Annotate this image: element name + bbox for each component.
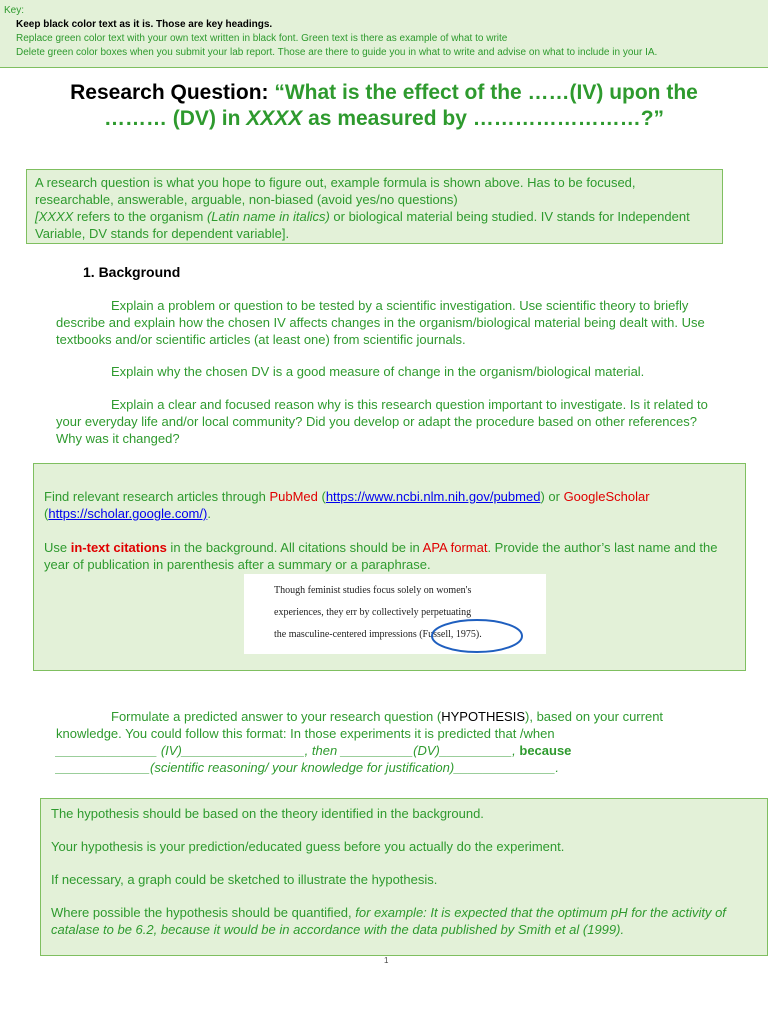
pubmed-label: PubMed	[269, 489, 318, 504]
rq-prefix: Research Question:	[70, 81, 275, 104]
citation-example-image: Though feminist studies focus solely on women's experiences, they err by collectively perpetuating the masculine-centered impressions (Fussell, 1975).	[244, 574, 546, 654]
hyp-guide-p4: Where possible the hypothesis should be quantified, for example: It is expected that the optimum pH for the activity of catalase to be 6.2, because it would be in accordance with the data published by Smith et al (1999).	[51, 905, 726, 937]
pubmed-link[interactable]: https://www.ncbi.nlm.nih.gov/pubmed	[325, 489, 541, 504]
citation-highlight-ellipse	[429, 618, 525, 654]
hyp-guide-p3: If necessary, a graph could be sketched to illustrate the hypothesis.	[51, 872, 438, 887]
scholar-link[interactable]: https://scholar.google.com/)	[48, 506, 208, 521]
hypothesis-guide-box	[40, 798, 768, 956]
find-articles-text: Find relevant research articles through PubMed (https://www.ncbi.nlm.nih.gov/pubmed) or GoogleScholar (https://scholar.google.com/).	[44, 489, 650, 521]
key-line-delete: Delete green color boxes when you submit your lab report. Those are there to guide you in what to write and advise on what to include in your IA.	[16, 47, 658, 58]
intext-citation-text: Use in-text citations in the background. All citations should be in APA format. Provide the author’s last name and the year of publication in parenthesis after a summary or a paraphrase.	[44, 540, 718, 572]
background-p1: Explain a problem or question to be tested by a scientific investigation. Use scientific theory to briefly describe and explain how the chosen IV affects changes in the organism/biological material being dealt with. Use textbooks and/or scientific articles (at least one) from scientific journals.	[56, 298, 705, 347]
rq-organism: XXXX	[246, 107, 303, 130]
key-box	[0, 0, 768, 68]
research-question-title	[40, 80, 728, 132]
key-line-green: Replace green color text with your own text written in black font. Green text is there as example of what to write	[16, 33, 508, 44]
background-p2: Explain why the chosen DV is a good measure of change in the organism/biological material.	[111, 364, 645, 379]
rq-guide-line1: A research question is what you hope to figure out, example formula is shown above. Has to be focused, researchable, answerable, arguable, non-biased (avoid yes/no questions)	[35, 175, 636, 207]
rq-guide-line2: [XXXX refers to the organism (Latin name in italics) or biological material being studied. IV stands for Independent Variable, DV stands for dependent variable].	[35, 209, 690, 241]
citation-guide-box	[33, 463, 746, 671]
research-question-guide-box	[26, 169, 723, 244]
key-line-black: Keep black color text as it is. Those are key headings.	[16, 19, 273, 30]
key-label: Key:	[4, 5, 25, 16]
scholar-label: GoogleScholar	[563, 489, 650, 504]
hyp-guide-p2: Your hypothesis is your prediction/educated guess before you actually do the experiment.	[51, 839, 565, 854]
rq-part1: “What is the effect of the ……(IV) upon the ……… (DV) in	[103, 81, 698, 130]
rq-part2: as measured by ……………………?”	[302, 107, 665, 130]
hyp-guide-p1: The hypothesis should be based on the theory identified in the background.	[51, 806, 484, 821]
background-p3: Explain a clear and focused reason why is this research question important to investigate. Is it related to your everyday life and/or local community? Did you develop or adapt the procedure based on other references? Why was it changed?	[56, 397, 708, 446]
background-heading: 1. Background	[83, 264, 181, 280]
page-number: 1	[384, 956, 389, 965]
hypothesis-paragraph: Formulate a predicted answer to your research question (HYPOTHESIS), based on your current knowledge. You could follow this format: In those experiments it is predicted that /when ______________ (IV)_________________, then __________(DV)__________, because _____________(scientific reasoning/ your knowledge for justification)______________.	[56, 709, 664, 775]
